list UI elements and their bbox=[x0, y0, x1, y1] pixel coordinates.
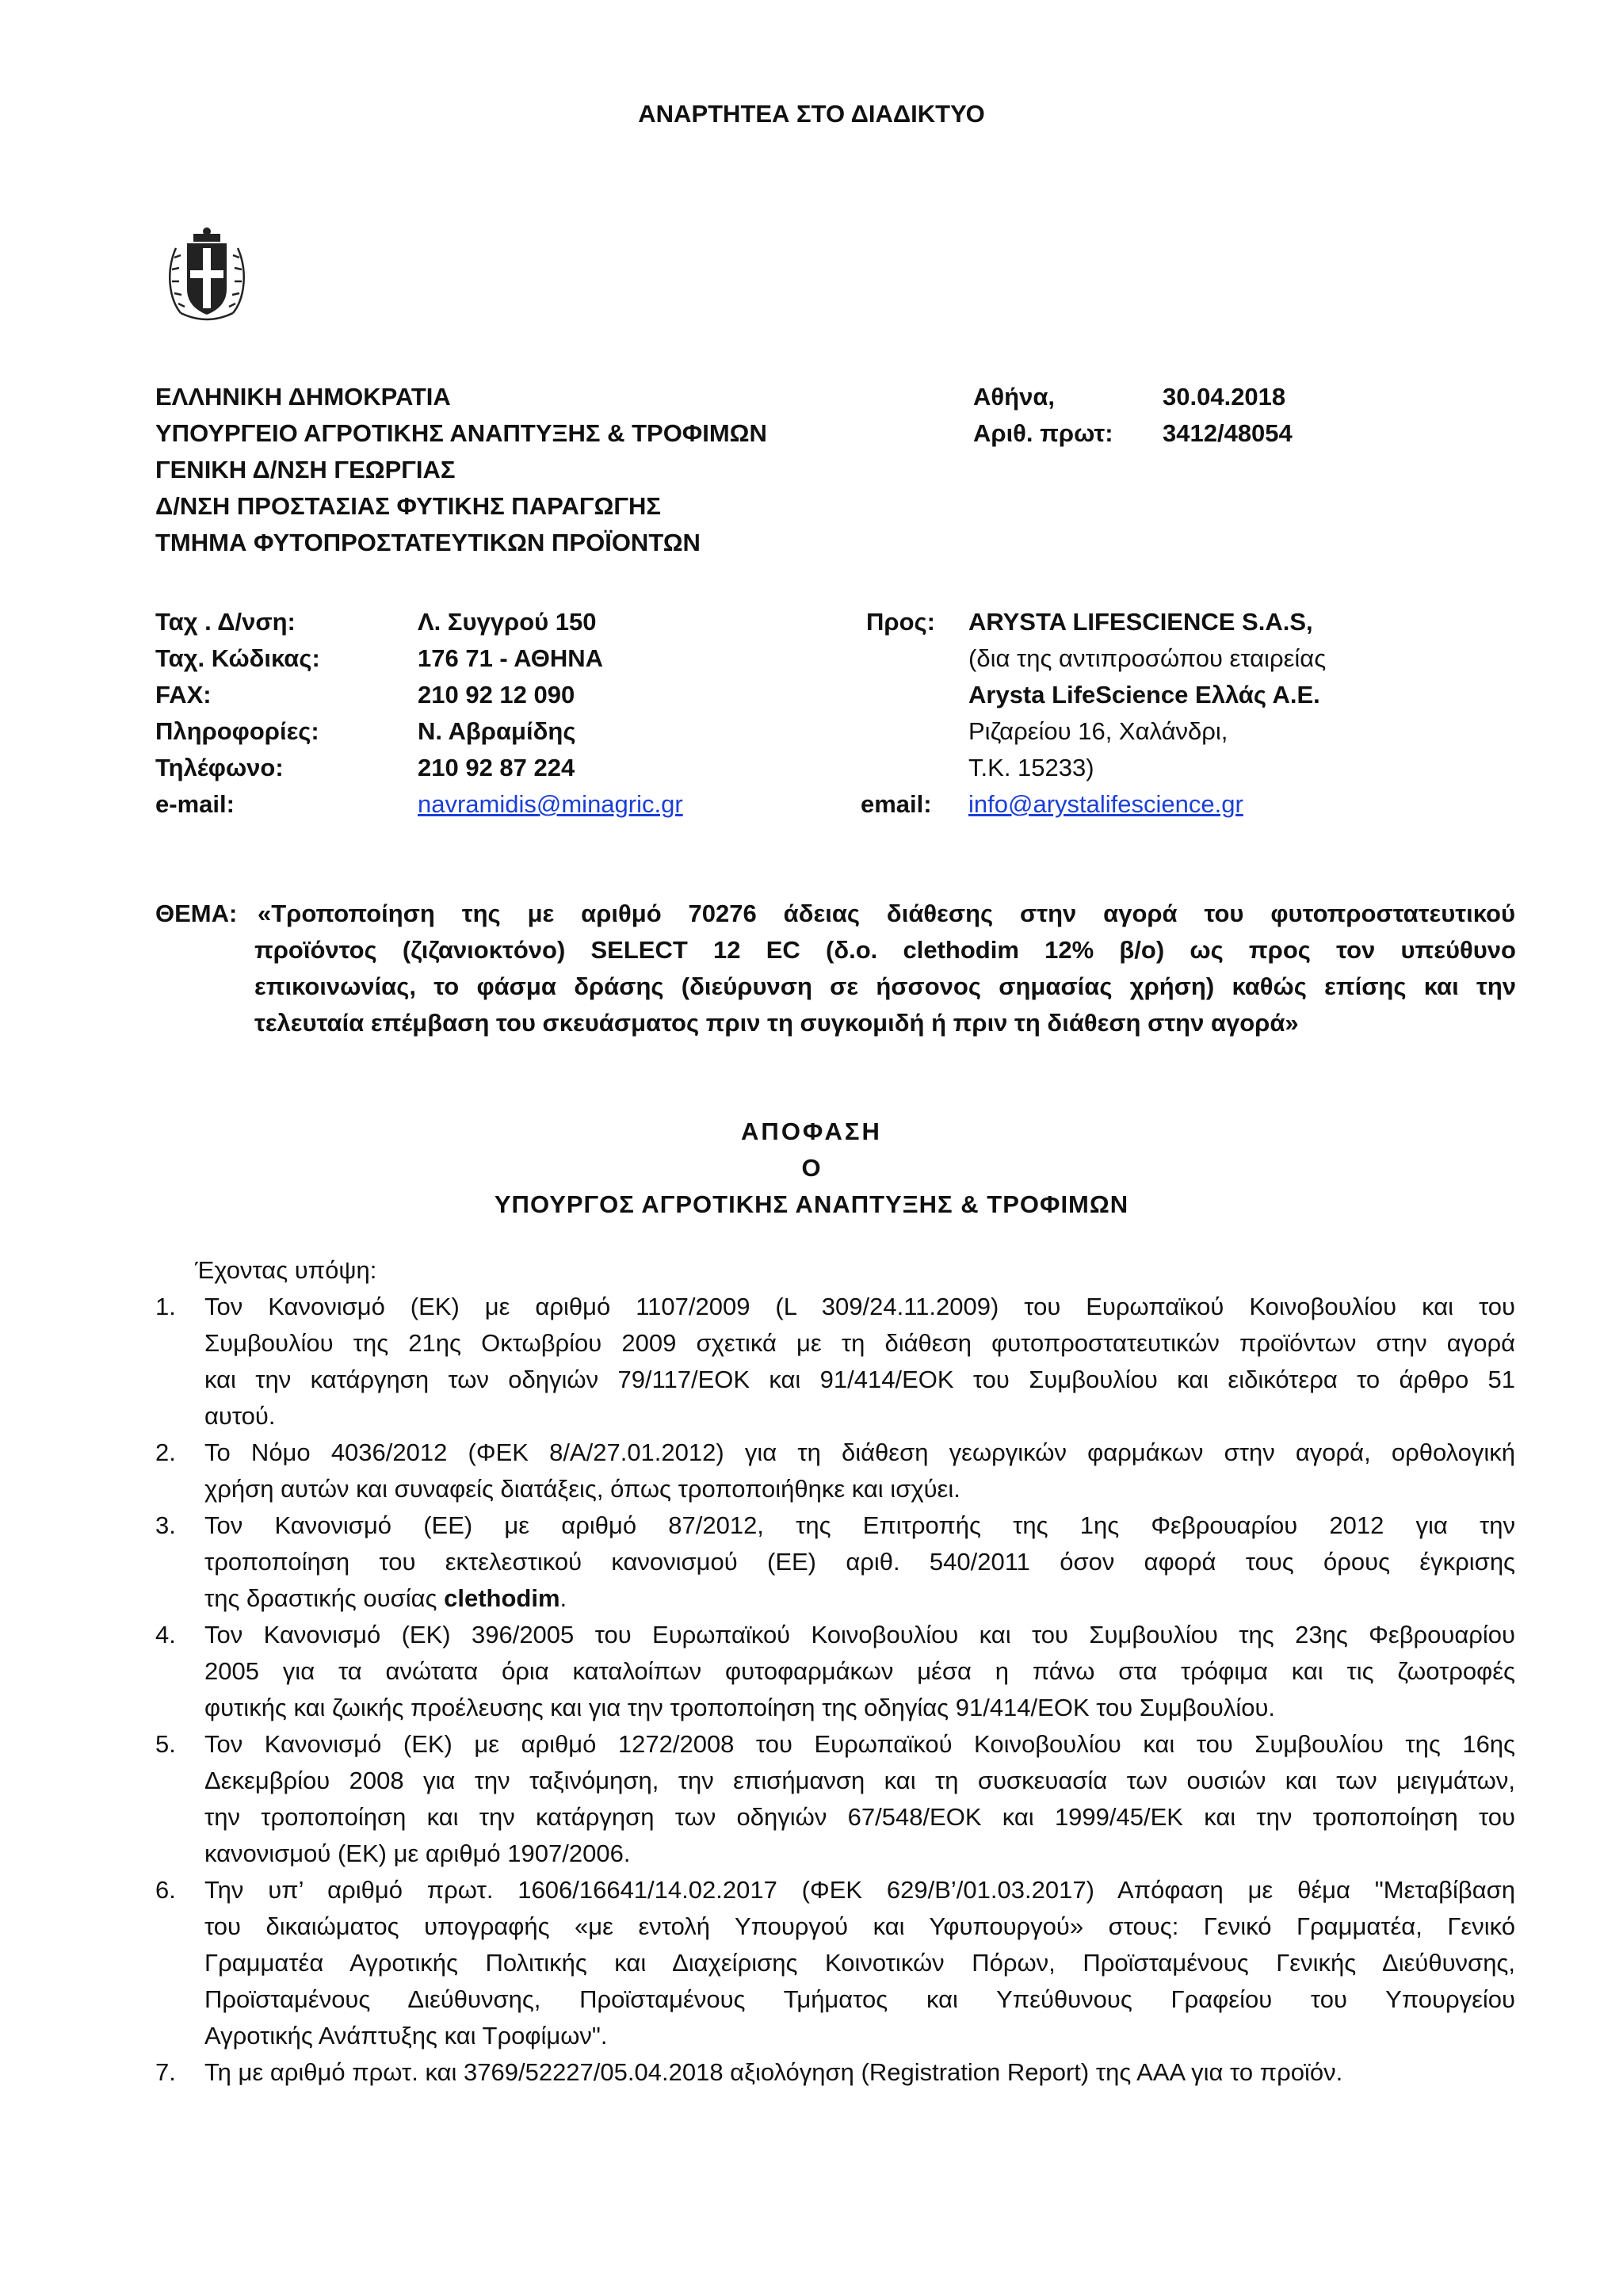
recipient-line-5: Τ.Κ. 15233) bbox=[968, 754, 1094, 781]
item-number: 3. bbox=[155, 1511, 176, 1539]
subject-line-2: προϊόντος (ζιζανιοκτόνο) SELECT 12 EC (δ.ο. clethodim 12% β/ο) ως προς τον υπεύθυνο bbox=[254, 936, 1516, 964]
decision-article: Ο bbox=[801, 1154, 822, 1182]
contact-label-phone: Τηλέφωνο: bbox=[155, 754, 284, 781]
place-label: Αθήνα, bbox=[973, 383, 1055, 411]
recipient-email-link[interactable]: info@arystalifescience.gr bbox=[968, 790, 1243, 818]
item-line: Συμβουλίου της 21ης Οκτωβρίου 2009 σχετικά με τη διάθεση φυτοπροστατευτικών προϊόντων στην αγορά bbox=[204, 1329, 1515, 1357]
item-line: αυτού. bbox=[204, 1402, 276, 1430]
list-item bbox=[155, 1617, 1515, 1726]
greek-coat-of-arms-icon bbox=[165, 226, 249, 326]
document-date: 30.04.2018 bbox=[1163, 383, 1286, 411]
item-line: 2005 για τα ανώτατα όρια καταλοίπων φυτοφαρμάκων μέσα η πάνω στα τρόφιμα και τις ζωοτροφές bbox=[204, 1657, 1515, 1685]
item-line: του δικαιώματος υπογραφής «με εντολή Υπουργού και Υφυπουργού» στους: Γενικό Γραμματέα, Γενικό bbox=[204, 1912, 1515, 1940]
item-line: Την υπ’ αριθμό πρωτ. 1606/16641/14.02.2017 (ΦΕΚ 629/Β’/01.03.2017) Απόφαση με θέμα "Μεταβίβαση bbox=[204, 1876, 1515, 1904]
item-number: 4. bbox=[155, 1621, 176, 1648]
contact-label-address: Ταχ . Δ/νση: bbox=[155, 608, 296, 636]
item-text: της δραστικής ουσίας bbox=[204, 1584, 445, 1612]
active-substance: clethodim bbox=[444, 1584, 560, 1612]
item-line: Τον Κανονισμό (ΕΚ) 396/2005 του Ευρωπαϊκού Κοινοβουλίου και του Συμβουλίου της 23ης Φεβρουαρίου bbox=[204, 1621, 1515, 1648]
contact-postcode: 176 71 - ΑΘΗΝΑ bbox=[418, 644, 604, 672]
list-item bbox=[155, 1289, 1515, 1435]
recipient-line-3: Arysta LifeScience Ελλάς Α.Ε. bbox=[968, 681, 1320, 709]
subject-line-3: επικοινωνίας, το φάσμα δράσης (διεύρυνση σε ήσσονος σημασίας χρήση) καθώς επίσης και την bbox=[254, 972, 1516, 1000]
item-number: 5. bbox=[155, 1730, 176, 1758]
org-line-1: ΕΛΛΗΝΙΚΗ ΔΗΜΟΚΡΑΤΙΑ bbox=[155, 383, 451, 411]
list-item bbox=[155, 1872, 1515, 2054]
subject-label: ΘΕΜΑ: bbox=[155, 900, 238, 927]
list-item bbox=[155, 1507, 1515, 1617]
contact-person: Ν. Αβραμίδης bbox=[418, 717, 576, 745]
item-number: 6. bbox=[155, 1876, 176, 1904]
item-line: Γραμματέα Αγροτικής Πολιτικής και Διαχείρισης Κοινοτικών Πόρων, Προϊσταμένους Γενικής Διεύθυνσης, bbox=[204, 1949, 1515, 1977]
org-line-2: ΥΠΟΥΡΓΕΙΟ ΑΓΡΟΤΙΚΗΣ ΑΝΑΠΤΥΞΗΣ & ΤΡΟΦΙΜΩΝ bbox=[155, 419, 767, 447]
item-line: τροποποίηση του εκτελεστικού κανονισμού (ΕΕ) αριθ. 540/2011 όσον αφορά τους όρους έγκρισης bbox=[204, 1548, 1515, 1576]
list-item bbox=[155, 1726, 1515, 1872]
contact-label-fax: FAX: bbox=[155, 681, 212, 709]
contact-phone: 210 92 87 224 bbox=[418, 754, 575, 781]
subject-line-1: «Τροποποίηση της με αριθμό 70276 άδειας διάθεσης στην αγορά του φυτοπροστατευτικού bbox=[258, 900, 1515, 927]
item-line: Τον Κανονισμό (ΕΕ) με αριθμό 87/2012, της Επιτροπής της 1ης Φεβρουαρίου 2012 για την bbox=[204, 1511, 1515, 1539]
item-line: Δεκεμβρίου 2008 για την ταξινόμηση, την επισήμανση και τη συσκευασία των ουσιών και των μειγμάτων, bbox=[204, 1767, 1515, 1794]
item-line: Τον Κανονισμό (ΕΚ) με αριθμό 1107/2009 (L 309/24.11.2009) του Ευρωπαϊκού Κοινοβουλίου και του bbox=[204, 1293, 1515, 1320]
item-line: φυτικής και ζωικής προέλευσης και για την τροποποίηση της οδηγίας 91/414/ΕΟΚ του Συμβουλίου. bbox=[204, 1694, 1276, 1721]
contact-fax: 210 92 12 090 bbox=[418, 681, 575, 709]
contact-address: Λ. Συγγρού 150 bbox=[418, 608, 597, 636]
recipient-email-label: email: bbox=[861, 790, 932, 818]
item-line: και την κατάργηση των οδηγιών 79/117/ΕΟΚ και 91/414/ΕΟΚ του Συμβουλίου και ειδικότερα το άρθρο 51 bbox=[204, 1366, 1515, 1393]
recipient-label: Προς: bbox=[866, 608, 935, 636]
org-line-5: ΤΜΗΜΑ ΦΥΤΟΠΡΟΣΤΑΤΕΥΤΙΚΩΝ ΠΡΟΪΟΝΤΩΝ bbox=[155, 529, 701, 556]
subject-continuation bbox=[254, 932, 1516, 1041]
recipient-line-4: Ριζαρείου 16, Χαλάνδρι, bbox=[968, 717, 1228, 745]
list-item bbox=[155, 2054, 1515, 2091]
item-line: Τη με αριθμό πρωτ. και 3769/52227/05.04.2018 αξιολόγηση (Registration Report) της ΑΑΑ για το προϊόν. bbox=[204, 2058, 1343, 2086]
org-line-3: ΓΕΝΙΚΗ Δ/ΝΣΗ ΓΕΩΡΓΙΑΣ bbox=[155, 456, 456, 483]
contact-label-info: Πληροφορίες: bbox=[155, 717, 319, 745]
item-line bbox=[204, 1580, 1515, 1617]
item-line: την τροποποίηση και την κατάργηση των οδηγιών 67/548/ΕΟΚ και 1999/45/ΕΚ και την τροποποίηση του bbox=[204, 1803, 1515, 1831]
contact-email-link[interactable]: navramidis@minagric.gr bbox=[418, 790, 683, 818]
contact-label-email: e-mail: bbox=[155, 790, 235, 818]
considerations-list bbox=[155, 1289, 1515, 2091]
item-line: χρήση αυτών και συναφείς διατάξεις, όπως τροποποιήθηκε και ισχύει. bbox=[204, 1475, 960, 1503]
subject-line-1-wrap bbox=[258, 896, 1515, 932]
recipient-line-2: (δια της αντιπροσώπου εταιρείας bbox=[968, 644, 1327, 672]
item-number: 7. bbox=[155, 2058, 176, 2086]
recipient-line-1: ARYSTA LIFESCIENCE S.A.S, bbox=[968, 608, 1313, 636]
item-text: . bbox=[559, 1584, 567, 1612]
online-posting-notice: ΑΝΑΡΤΗΤΕΑ ΣΤΟ ΔΙΑΔΙΚΤΥΟ bbox=[638, 100, 985, 128]
item-line: Αγροτικής Ανάπτυξης και Τροφίμων". bbox=[204, 2022, 608, 2050]
item-line: κανονισμού (ΕΚ) με αριθμό 1907/2006. bbox=[204, 1839, 631, 1867]
item-line: Το Νόμο 4036/2012 (ΦΕΚ 8/Α/27.01.2012) για τη διάθεση γεωργικών φαρμάκων στην αγορά, ορθολογική bbox=[204, 1438, 1515, 1466]
list-item bbox=[155, 1435, 1515, 1507]
protocol-label: Αριθ. πρωτ: bbox=[973, 419, 1113, 447]
item-number: 1. bbox=[155, 1293, 176, 1320]
item-line: Τον Κανονισμό (ΕΚ) με αριθμό 1272/2008 του Ευρωπαϊκού Κοινοβουλίου και του Συμβουλίου της 16ης bbox=[204, 1730, 1515, 1758]
decision-title: ΑΠΟΦΑΣΗ bbox=[741, 1117, 882, 1145]
org-line-4: Δ/ΝΣΗ ΠΡΟΣΤΑΣΙΑΣ ΦΥΤΙΚΗΣ ΠΑΡΑΓΩΓΗΣ bbox=[155, 492, 661, 520]
protocol-number: 3412/48054 bbox=[1163, 419, 1293, 447]
minister-title: ΥΠΟΥΡΓΟΣ ΑΓΡΟΤΙΚΗΣ ΑΝΑΠΤΥΞΗΣ & ΤΡΟΦΙΜΩΝ bbox=[494, 1190, 1129, 1218]
item-line: Προϊσταμένους Διεύθυνσης, Προϊσταμένους Τμήματος και Υπεύθυνους Γραφείου του Υπουργείου bbox=[204, 1985, 1515, 2013]
contact-label-postcode: Ταχ. Κώδικας: bbox=[155, 644, 320, 672]
considering-heading: Έχοντας υπόψη: bbox=[195, 1256, 377, 1284]
item-number: 2. bbox=[155, 1438, 176, 1466]
subject-line-4: τελευταία επέμβαση του σκευάσματος πριν τη συγκομιδή ή πριν τη διάθεση στην αγορά» bbox=[254, 1009, 1299, 1037]
